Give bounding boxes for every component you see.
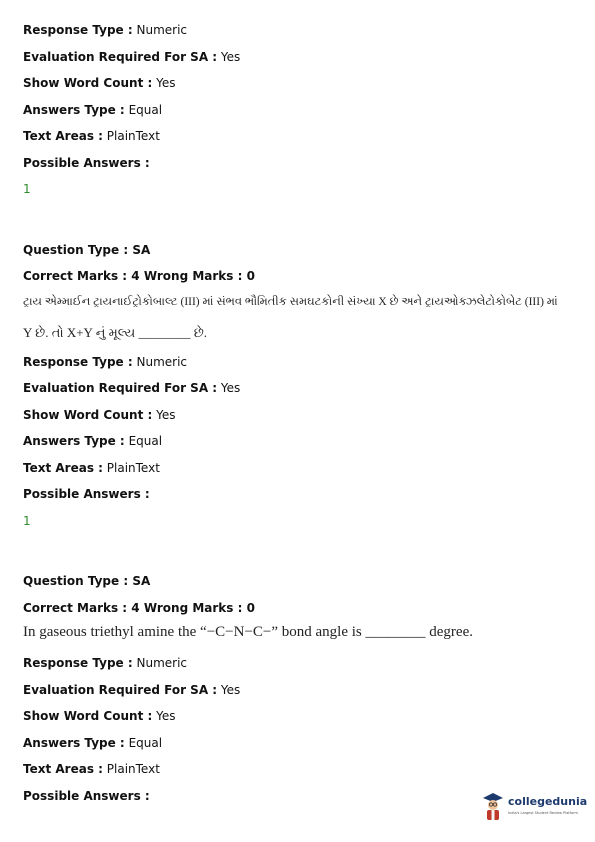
answers-type-row bbox=[23, 735, 162, 751]
marks-row bbox=[23, 600, 255, 616]
word-count-value: Yes bbox=[156, 76, 176, 90]
text-areas-row bbox=[23, 761, 160, 777]
wrong-marks-value: 0 bbox=[246, 269, 255, 283]
text-areas-value: PlainText bbox=[106, 461, 160, 475]
answers-type-label: Answers Type : bbox=[23, 434, 125, 448]
question-type-value: SA bbox=[132, 574, 151, 588]
answers-type-row bbox=[23, 433, 162, 449]
evaluation-value: Yes bbox=[220, 381, 241, 395]
word-count-row bbox=[23, 407, 175, 423]
text-areas-row bbox=[23, 460, 160, 476]
response-type-label: Response Type : bbox=[23, 656, 133, 670]
collegedunia-logo bbox=[482, 790, 587, 826]
evaluation-label: Evaluation Required For SA : bbox=[23, 381, 218, 395]
text-areas-label: Text Areas : bbox=[23, 129, 103, 143]
response-type-value: Numeric bbox=[136, 355, 188, 369]
marks-row bbox=[23, 268, 255, 284]
evaluation-row bbox=[23, 380, 240, 396]
answers-type-value: Equal bbox=[128, 434, 163, 448]
correct-marks-label: Correct Marks : bbox=[23, 601, 128, 615]
correct-marks-value: 4 bbox=[131, 601, 140, 615]
question-type-label: Question Type : bbox=[23, 243, 129, 257]
answer-value: 1 bbox=[23, 514, 31, 528]
response-type-row bbox=[23, 655, 187, 671]
possible-answers-label: Possible Answers : bbox=[23, 156, 150, 170]
text-areas-value: PlainText bbox=[106, 129, 160, 143]
text-areas-value: PlainText bbox=[106, 762, 160, 776]
logo-tagline: India's Largest Student Review Platform bbox=[508, 811, 578, 815]
question-type-value: SA bbox=[132, 243, 151, 257]
evaluation-label: Evaluation Required For SA : bbox=[23, 683, 218, 697]
question-type-row bbox=[23, 242, 150, 258]
wrong-marks-value: 0 bbox=[246, 601, 255, 615]
possible-answers-row bbox=[23, 788, 150, 804]
wrong-marks-label: Wrong Marks : bbox=[143, 269, 243, 283]
word-count-value: Yes bbox=[156, 709, 176, 723]
correct-marks-value: 4 bbox=[131, 269, 140, 283]
evaluation-value: Yes bbox=[220, 683, 241, 697]
word-count-label: Show Word Count : bbox=[23, 709, 153, 723]
possible-answers-row bbox=[23, 486, 150, 502]
word-count-value: Yes bbox=[156, 408, 176, 422]
question-type-row bbox=[23, 573, 150, 589]
evaluation-value: Yes bbox=[220, 50, 241, 64]
text-areas-row bbox=[23, 128, 160, 144]
word-count-row bbox=[23, 75, 175, 91]
response-type-value: Numeric bbox=[136, 656, 188, 670]
evaluation-label: Evaluation Required For SA : bbox=[23, 50, 218, 64]
question-text: In gaseous triethyl amine the “−C−N−C−” bond angle is ________ degree. bbox=[23, 624, 473, 640]
answers-type-label: Answers Type : bbox=[23, 103, 125, 117]
word-count-label: Show Word Count : bbox=[23, 408, 153, 422]
response-type-label: Response Type : bbox=[23, 23, 133, 37]
response-type-label: Response Type : bbox=[23, 355, 133, 369]
response-type-value: Numeric bbox=[136, 23, 188, 37]
correct-marks-label: Correct Marks : bbox=[23, 269, 128, 283]
answers-type-value: Equal bbox=[128, 736, 163, 750]
response-type-row bbox=[23, 22, 187, 38]
response-type-row bbox=[23, 354, 187, 370]
possible-answers-label: Possible Answers : bbox=[23, 789, 150, 803]
question-text-line1: ટ્રાય એમ્માઈન ટ્રાયનાઈટ્રોકોબાલ્ટ (III) માં સંભવ ભૌમિતીક સમઘટકોની સંખ્યા X છે અને ટ્રાયઓક્ઝલેટોકોબેટ (III) માં bbox=[23, 296, 558, 308]
text-areas-label: Text Areas : bbox=[23, 461, 103, 475]
answer-value: 1 bbox=[23, 182, 31, 196]
logo-brand: collegedunia bbox=[508, 795, 588, 808]
evaluation-row bbox=[23, 682, 240, 698]
answers-type-row bbox=[23, 102, 162, 118]
word-count-row bbox=[23, 708, 175, 724]
question-text-line2: Y છે. તો X+Y નું મૂલ્ય ________ છે. bbox=[23, 325, 208, 340]
possible-answers-label: Possible Answers : bbox=[23, 487, 150, 501]
text-areas-label: Text Areas : bbox=[23, 762, 103, 776]
evaluation-row bbox=[23, 49, 240, 65]
possible-answers-row bbox=[23, 155, 150, 171]
mascot-icon bbox=[482, 792, 504, 822]
word-count-label: Show Word Count : bbox=[23, 76, 153, 90]
answers-type-value: Equal bbox=[128, 103, 163, 117]
answers-type-label: Answers Type : bbox=[23, 736, 125, 750]
wrong-marks-label: Wrong Marks : bbox=[143, 601, 243, 615]
question-type-label: Question Type : bbox=[23, 574, 129, 588]
